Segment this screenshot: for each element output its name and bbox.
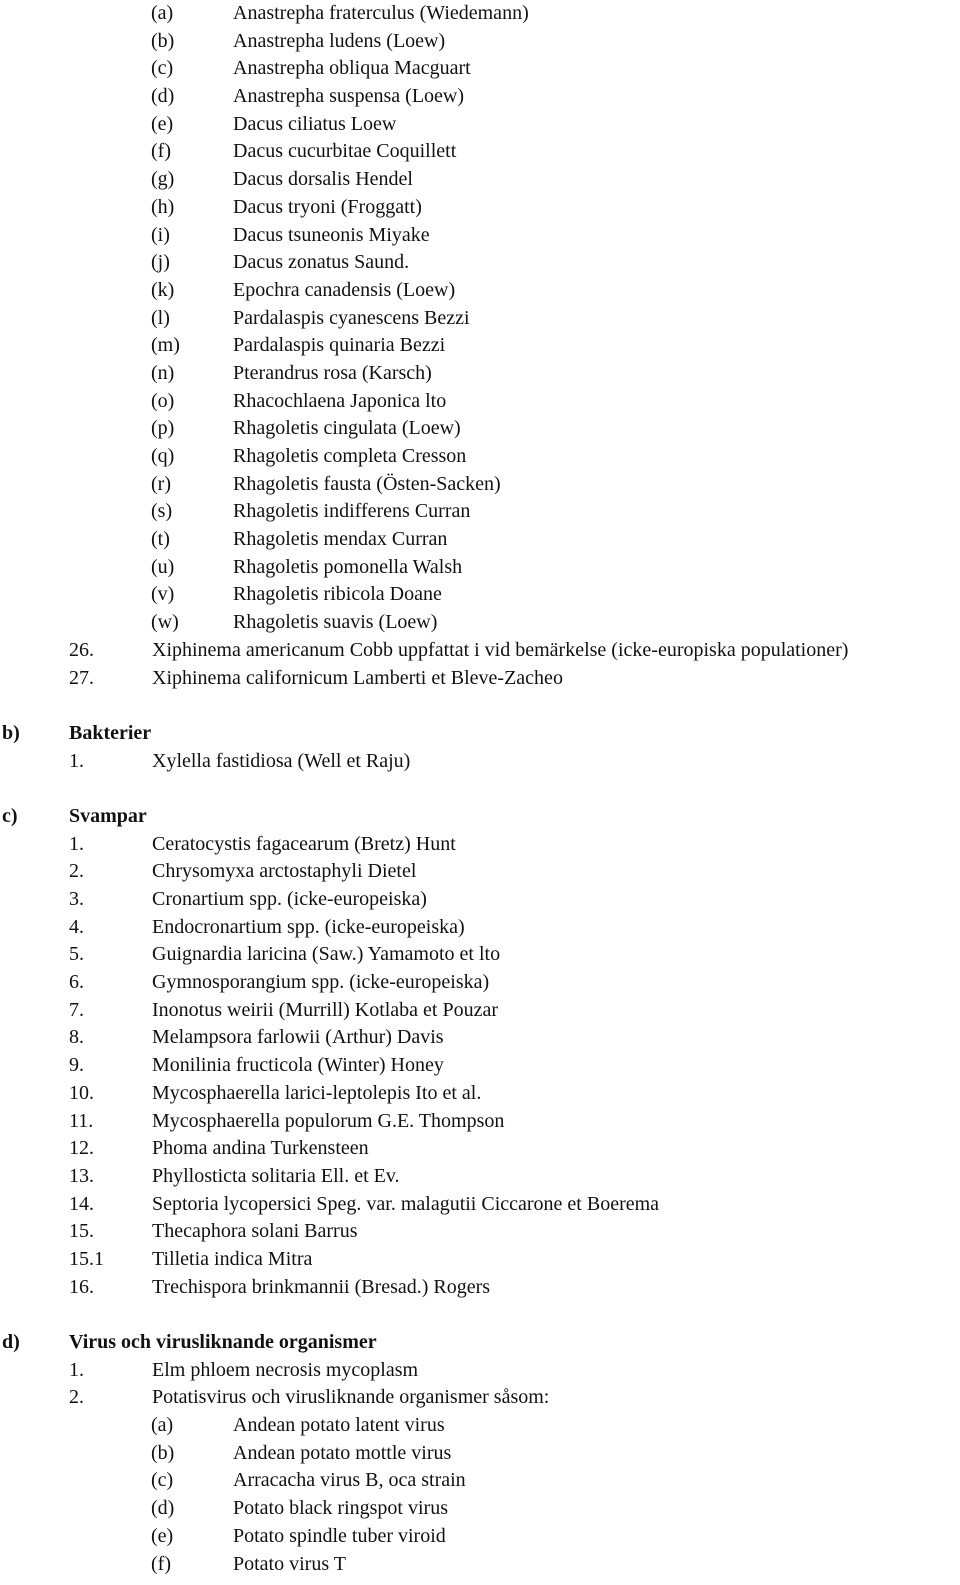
section-label: d) [2, 1331, 20, 1353]
item-text: Dacus dorsalis Hendel [233, 168, 413, 191]
item-text: Rhagoletis indifferens Curran [233, 500, 471, 523]
list-item [0, 1440, 960, 1468]
item-text: Inonotus weirii (Murrill) Kotlaba et Pouzar [152, 998, 499, 1021]
item-text: Rhagoletis ribicola Doane [233, 583, 442, 606]
item-text: Dacus tryoni (Froggatt) [233, 195, 422, 218]
list-item [0, 886, 960, 914]
list-item [0, 194, 960, 222]
list-item [0, 1052, 960, 1080]
item-label: (l) [151, 306, 170, 329]
list-item [0, 665, 960, 693]
list-item [0, 526, 960, 554]
list-item [0, 360, 960, 388]
list-item [0, 111, 960, 139]
list-item [0, 1467, 960, 1495]
list-item [0, 554, 960, 582]
list-item [0, 0, 960, 28]
item-text: Dacus zonatus Saund. [233, 251, 410, 274]
item-text: Rhacochlaena Japonica lto [233, 389, 447, 412]
list-item [0, 83, 960, 111]
item-number: 2. [69, 1386, 84, 1409]
item-label: (d) [151, 85, 175, 108]
item-label: (s) [151, 500, 173, 523]
list-item [0, 1163, 960, 1191]
fruit-fly-sublist [0, 0, 960, 637]
spacer [0, 775, 960, 803]
item-text: Elm phloem necrosis mycoplasm [152, 1358, 419, 1381]
item-text: Trechispora brinkmannii (Bresad.) Rogers [152, 1275, 491, 1298]
section-virus [0, 1329, 960, 1578]
item-number: 27. [69, 666, 94, 689]
section-heading [0, 803, 960, 831]
item-label: (c) [151, 1469, 174, 1492]
item-text: Arracacha virus B, oca strain [233, 1469, 466, 1492]
item-text: Melampsora farlowii (Arthur) Davis [152, 1026, 444, 1049]
list-item [0, 581, 960, 609]
section-title: Virus och virusliknande organismer [69, 1331, 377, 1353]
section-fungi [0, 803, 960, 1301]
item-label: (d) [151, 1497, 175, 1520]
list-item [0, 222, 960, 250]
item-text: Phoma andina Turkensteen [152, 1137, 369, 1160]
item-text: Rhagoletis cingulata (Loew) [233, 417, 461, 440]
item-number: 5. [69, 943, 84, 966]
list-item [0, 1357, 960, 1385]
item-label: (g) [151, 168, 175, 191]
list-item [0, 1024, 960, 1052]
item-text: Rhagoletis pomonella Walsh [233, 555, 463, 578]
item-label: (j) [151, 251, 170, 274]
list-item [0, 28, 960, 56]
item-text: Xiphinema americanum Cobb uppfattat i vid bemärkelse (icke-europiska populationer) [152, 638, 849, 661]
section-title: Svampar [69, 804, 147, 827]
list-item [0, 941, 960, 969]
item-label: (b) [151, 1441, 175, 1464]
item-number: 10. [69, 1081, 94, 1104]
item-text: Septoria lycopersici Speg. var. malagutii Ciccarone et Boerema [152, 1192, 660, 1215]
item-label: (v) [151, 583, 175, 606]
item-text: Chrysomyxa arctostaphyli Dietel [152, 860, 417, 883]
item-number: 6. [69, 971, 84, 994]
section-label: c) [2, 804, 18, 827]
section-bacteria [0, 720, 960, 775]
item-label: (c) [151, 57, 174, 80]
list-item [0, 1274, 960, 1302]
list-item [0, 305, 960, 333]
item-text: Potato virus T [233, 1552, 346, 1575]
item-number: 1. [69, 832, 84, 855]
item-text: Anastrepha suspensa (Loew) [233, 85, 465, 108]
item-text: Andean potato latent virus [233, 1414, 445, 1437]
list-item [0, 914, 960, 942]
item-label: (i) [151, 223, 170, 246]
item-text: Rhagoletis fausta (Östen-Sacken) [233, 472, 501, 495]
section-heading [0, 720, 960, 748]
item-label: (a) [151, 2, 174, 24]
list-item [0, 1246, 960, 1274]
item-text: Ceratocystis fagacearum (Bretz) Hunt [152, 832, 456, 855]
list-item [0, 1080, 960, 1108]
item-label: (p) [151, 417, 175, 440]
item-number: 4. [69, 915, 84, 938]
item-text: Tilletia indica Mitra [152, 1247, 313, 1270]
item-label: (b) [151, 29, 175, 52]
item-text: Phyllosticta solitaria Ell. et Ev. [152, 1164, 400, 1187]
item-number: 15. [69, 1220, 94, 1243]
item-number: 3. [69, 888, 84, 910]
item-text: Endocronartium spp. (icke-europeiska) [152, 915, 465, 938]
list-item [0, 443, 960, 471]
item-text: Cronartium spp. (icke-europeiska) [152, 888, 427, 910]
item-text: Thecaphora solani Barrus [152, 1220, 358, 1243]
item-text: Anastrepha obliqua Macguart [233, 57, 471, 80]
list-item [0, 138, 960, 166]
item-label: (a) [151, 1414, 174, 1437]
spacer [0, 1301, 960, 1329]
item-text: Xylella fastidiosa (Well et Raju) [152, 749, 411, 772]
item-number: 1. [69, 1358, 84, 1381]
item-number: 7. [69, 998, 84, 1021]
section-label: b) [2, 721, 20, 744]
item-number: 11. [69, 1109, 94, 1132]
item-text: Epochra canadensis (Loew) [233, 278, 456, 301]
item-label: (k) [151, 278, 175, 301]
item-label: (w) [151, 611, 179, 634]
item-label: (f) [151, 140, 171, 163]
list-item [0, 831, 960, 859]
item-label: (t) [151, 528, 170, 551]
item-text: Dacus tsuneonis Miyake [233, 223, 430, 246]
list-item [0, 1191, 960, 1219]
item-label: (n) [151, 361, 175, 384]
item-label: (h) [151, 195, 175, 218]
list-item [0, 388, 960, 416]
list-item [0, 1218, 960, 1246]
list-item [0, 1135, 960, 1163]
item-text: Gymnosporangium spp. (icke-europeiska) [152, 971, 490, 994]
list-item [0, 1523, 960, 1551]
list-item [0, 166, 960, 194]
item-text: Mycosphaerella larici-leptolepis Ito et al. [152, 1081, 482, 1104]
list-item [0, 858, 960, 886]
list-item [0, 471, 960, 499]
item-label: (r) [151, 472, 171, 495]
list-item [0, 1108, 960, 1136]
item-label: (e) [151, 112, 174, 135]
item-number: 12. [69, 1137, 94, 1160]
list-item [0, 969, 960, 997]
section-heading [0, 1329, 960, 1357]
item-text: Xiphinema californicum Lamberti et Bleve-Zacheo [152, 666, 563, 689]
list-item [0, 609, 960, 637]
list-item [0, 1412, 960, 1440]
item-label: (q) [151, 445, 175, 467]
list-item [0, 55, 960, 83]
list-item [0, 277, 960, 305]
item-text: Dacus cucurbitae Coquillett [233, 140, 457, 163]
list-item [0, 997, 960, 1025]
item-label: (o) [151, 389, 175, 412]
item-text: Monilinia fructicola (Winter) Honey [152, 1054, 444, 1077]
item-text: Guignardia laricina (Saw.) Yamamoto et lto [152, 943, 501, 966]
item-label: (f) [151, 1552, 171, 1575]
list-item [0, 1495, 960, 1523]
list-item [0, 637, 960, 665]
item-number: 16. [69, 1275, 94, 1298]
item-text: Dacus ciliatus Loew [233, 112, 397, 135]
item-text: Rhagoletis completa Cresson [233, 445, 467, 467]
list-item [0, 1551, 960, 1579]
item-text: Pardalaspis quinaria Bezzi [233, 334, 446, 357]
item-text: Rhagoletis mendax Curran [233, 528, 448, 551]
item-number: 9. [69, 1054, 84, 1077]
list-item [0, 249, 960, 277]
item-text: Anastrepha ludens (Loew) [233, 29, 446, 52]
list-item [0, 1384, 960, 1412]
item-number: 26. [69, 638, 94, 661]
item-number: 2. [69, 860, 84, 883]
item-text: Potato spindle tuber viroid [233, 1524, 446, 1547]
list-item [0, 498, 960, 526]
item-number: 13. [69, 1164, 94, 1187]
item-number: 1. [69, 749, 84, 772]
item-text: Potatisvirus och virusliknande organismer såsom: [152, 1386, 550, 1409]
item-text: Mycosphaerella populorum G.E. Thompson [152, 1109, 505, 1132]
item-text: Pardalaspis cyanescens Bezzi [233, 306, 470, 329]
list-item [0, 415, 960, 443]
list-item [0, 332, 960, 360]
item-label: (u) [151, 555, 175, 578]
list-item [0, 748, 960, 776]
spacer [0, 692, 960, 720]
item-text: Potato black ringspot virus [233, 1497, 448, 1520]
item-label: (m) [151, 334, 180, 357]
numbered-list-tail [0, 637, 960, 692]
item-text: Pterandrus rosa (Karsch) [233, 361, 432, 384]
item-text: Rhagoletis suavis (Loew) [233, 611, 438, 634]
item-label: (e) [151, 1524, 174, 1547]
item-number: 8. [69, 1026, 84, 1049]
item-text: Anastrepha fraterculus (Wiedemann) [233, 2, 529, 24]
item-number: 15.1 [69, 1247, 104, 1270]
section-title: Bakterier [69, 721, 152, 744]
item-number: 14. [69, 1192, 94, 1215]
item-text: Andean potato mottle virus [233, 1441, 452, 1464]
